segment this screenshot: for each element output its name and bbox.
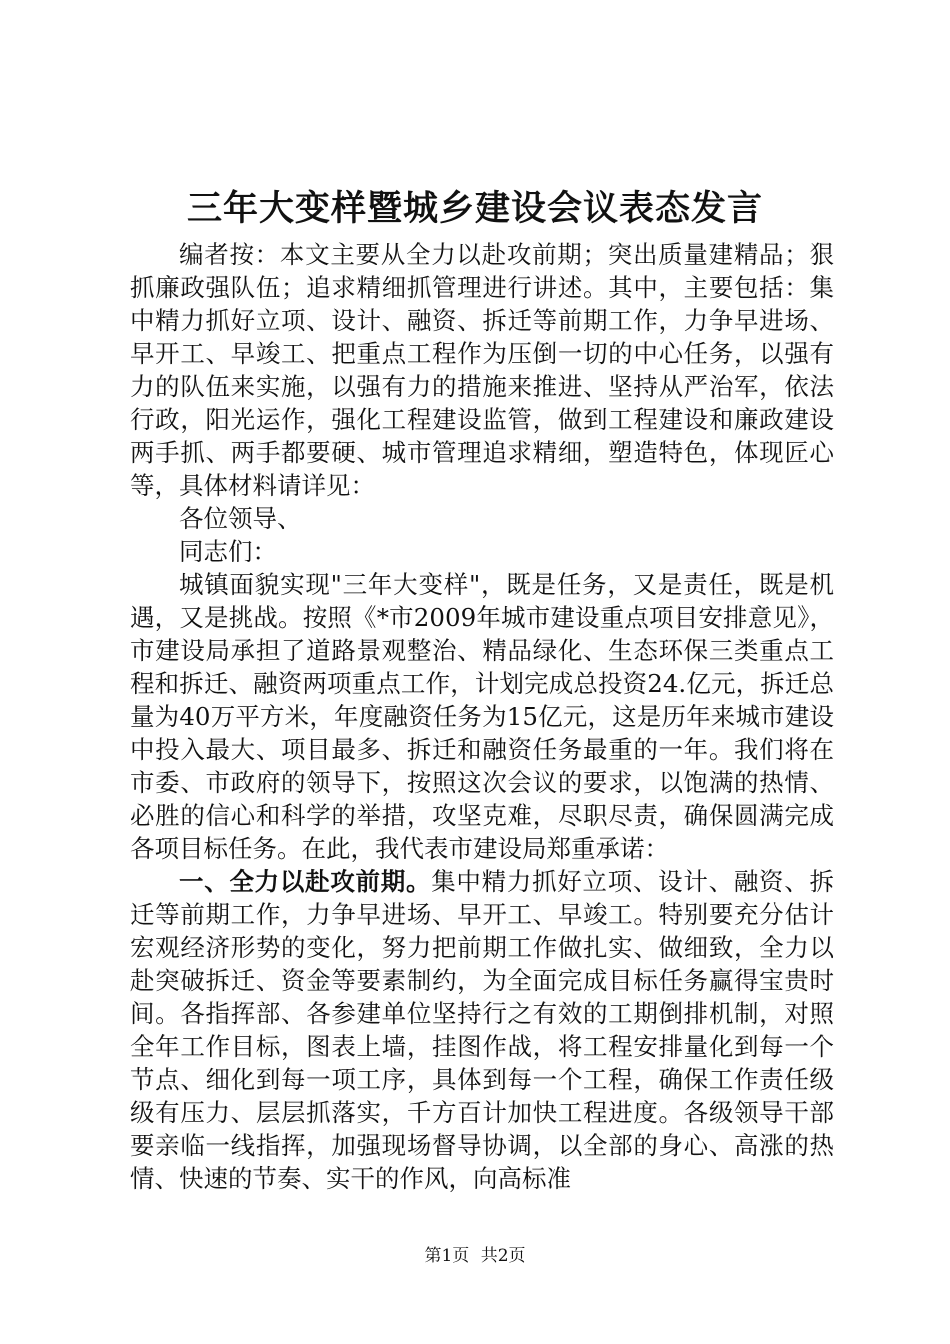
document-title: 三年大变样暨城乡建设会议表态发言 [186,188,763,229]
section-1-text: 集中精力抓好立项、设计、融资、拆迁等前期工作，力争早进场、早开工、早竣工。特别要充分估计宏观经济形势的变化，努力把前期工作做扎实、做细致，全力以赴突破拆迁、资金等要素制约，为全面完成目标任务赢得宝贵时间。各指挥部、各参建单位坚持行之有效的工期倒排机制，对照全年工作目标，图表上墙，挂图作战，将工程安排量化到每一个节点、细化到每一项工序，具体到每一个工程，确保工作责任级级有压力、层层抓落实，千方百计加快工程进度。各级领导干部要亲临一线指挥，加强现场督导协调，以全部的身心、高涨的热情、快速的节奏、实干的作风，向高标准 [130,867,835,1193]
document-body [130,238,834,1195]
salutation-leaders: 各位领导、 [179,504,302,533]
salutation-comrades: 同志们： [179,537,277,566]
page-number-total: 共2页 [480,1246,526,1266]
page-number-current: 第1页 [424,1246,470,1266]
intro-paragraph: 城镇面貌实现"三年大变样"，既是任务，又是责任，既是机遇，又是挑战。按照《*市2009年城市建设重点项目安排意见》，市建设局承担了道路景观整治、精品绿化、生态环保三类重点工程和拆迁、融资两项重点工作，计划完成总投资24.亿元，拆迁总量为40万平方米，年度融资任务为15亿元，这是历年来城市建设中投入最大、项目最多、拆迁和融资任务最重的一年。我们将在市委、市政府的领导下，按照这次会议的要求，以饱满的热情、必胜的信心和科学的举措，攻坚克难，尽职尽责，确保圆满完成各项目标任务。在此，我代表市建设局郑重承诺： [130,570,834,863]
section-1-heading: 一、全力以赴攻前期。 [179,867,432,896]
section-1-paragraph [130,865,834,1195]
page-footer [0,1244,950,1268]
editor-note-paragraph: 编者按：本文主要从全力以赴攻前期；突出质量建精品；狠抓廉政强队伍；追求精细抓管理进行讲述。其中，主要包括：集中精力抓好立项、设计、融资、拆迁等前期工作，力争早进场、早开工、早竣工、把重点工程作为压倒一切的中心任务，以强有力的队伍来实施，以强有力的措施来推进、坚持从严治军，依法行政，阳光运作，强化工程建设监管，做到工程建设和廉政建设两手抓、两手都要硬、城市管理追求精细，塑造特色，体现匠心等，具体材料请详见： [130,240,834,500]
